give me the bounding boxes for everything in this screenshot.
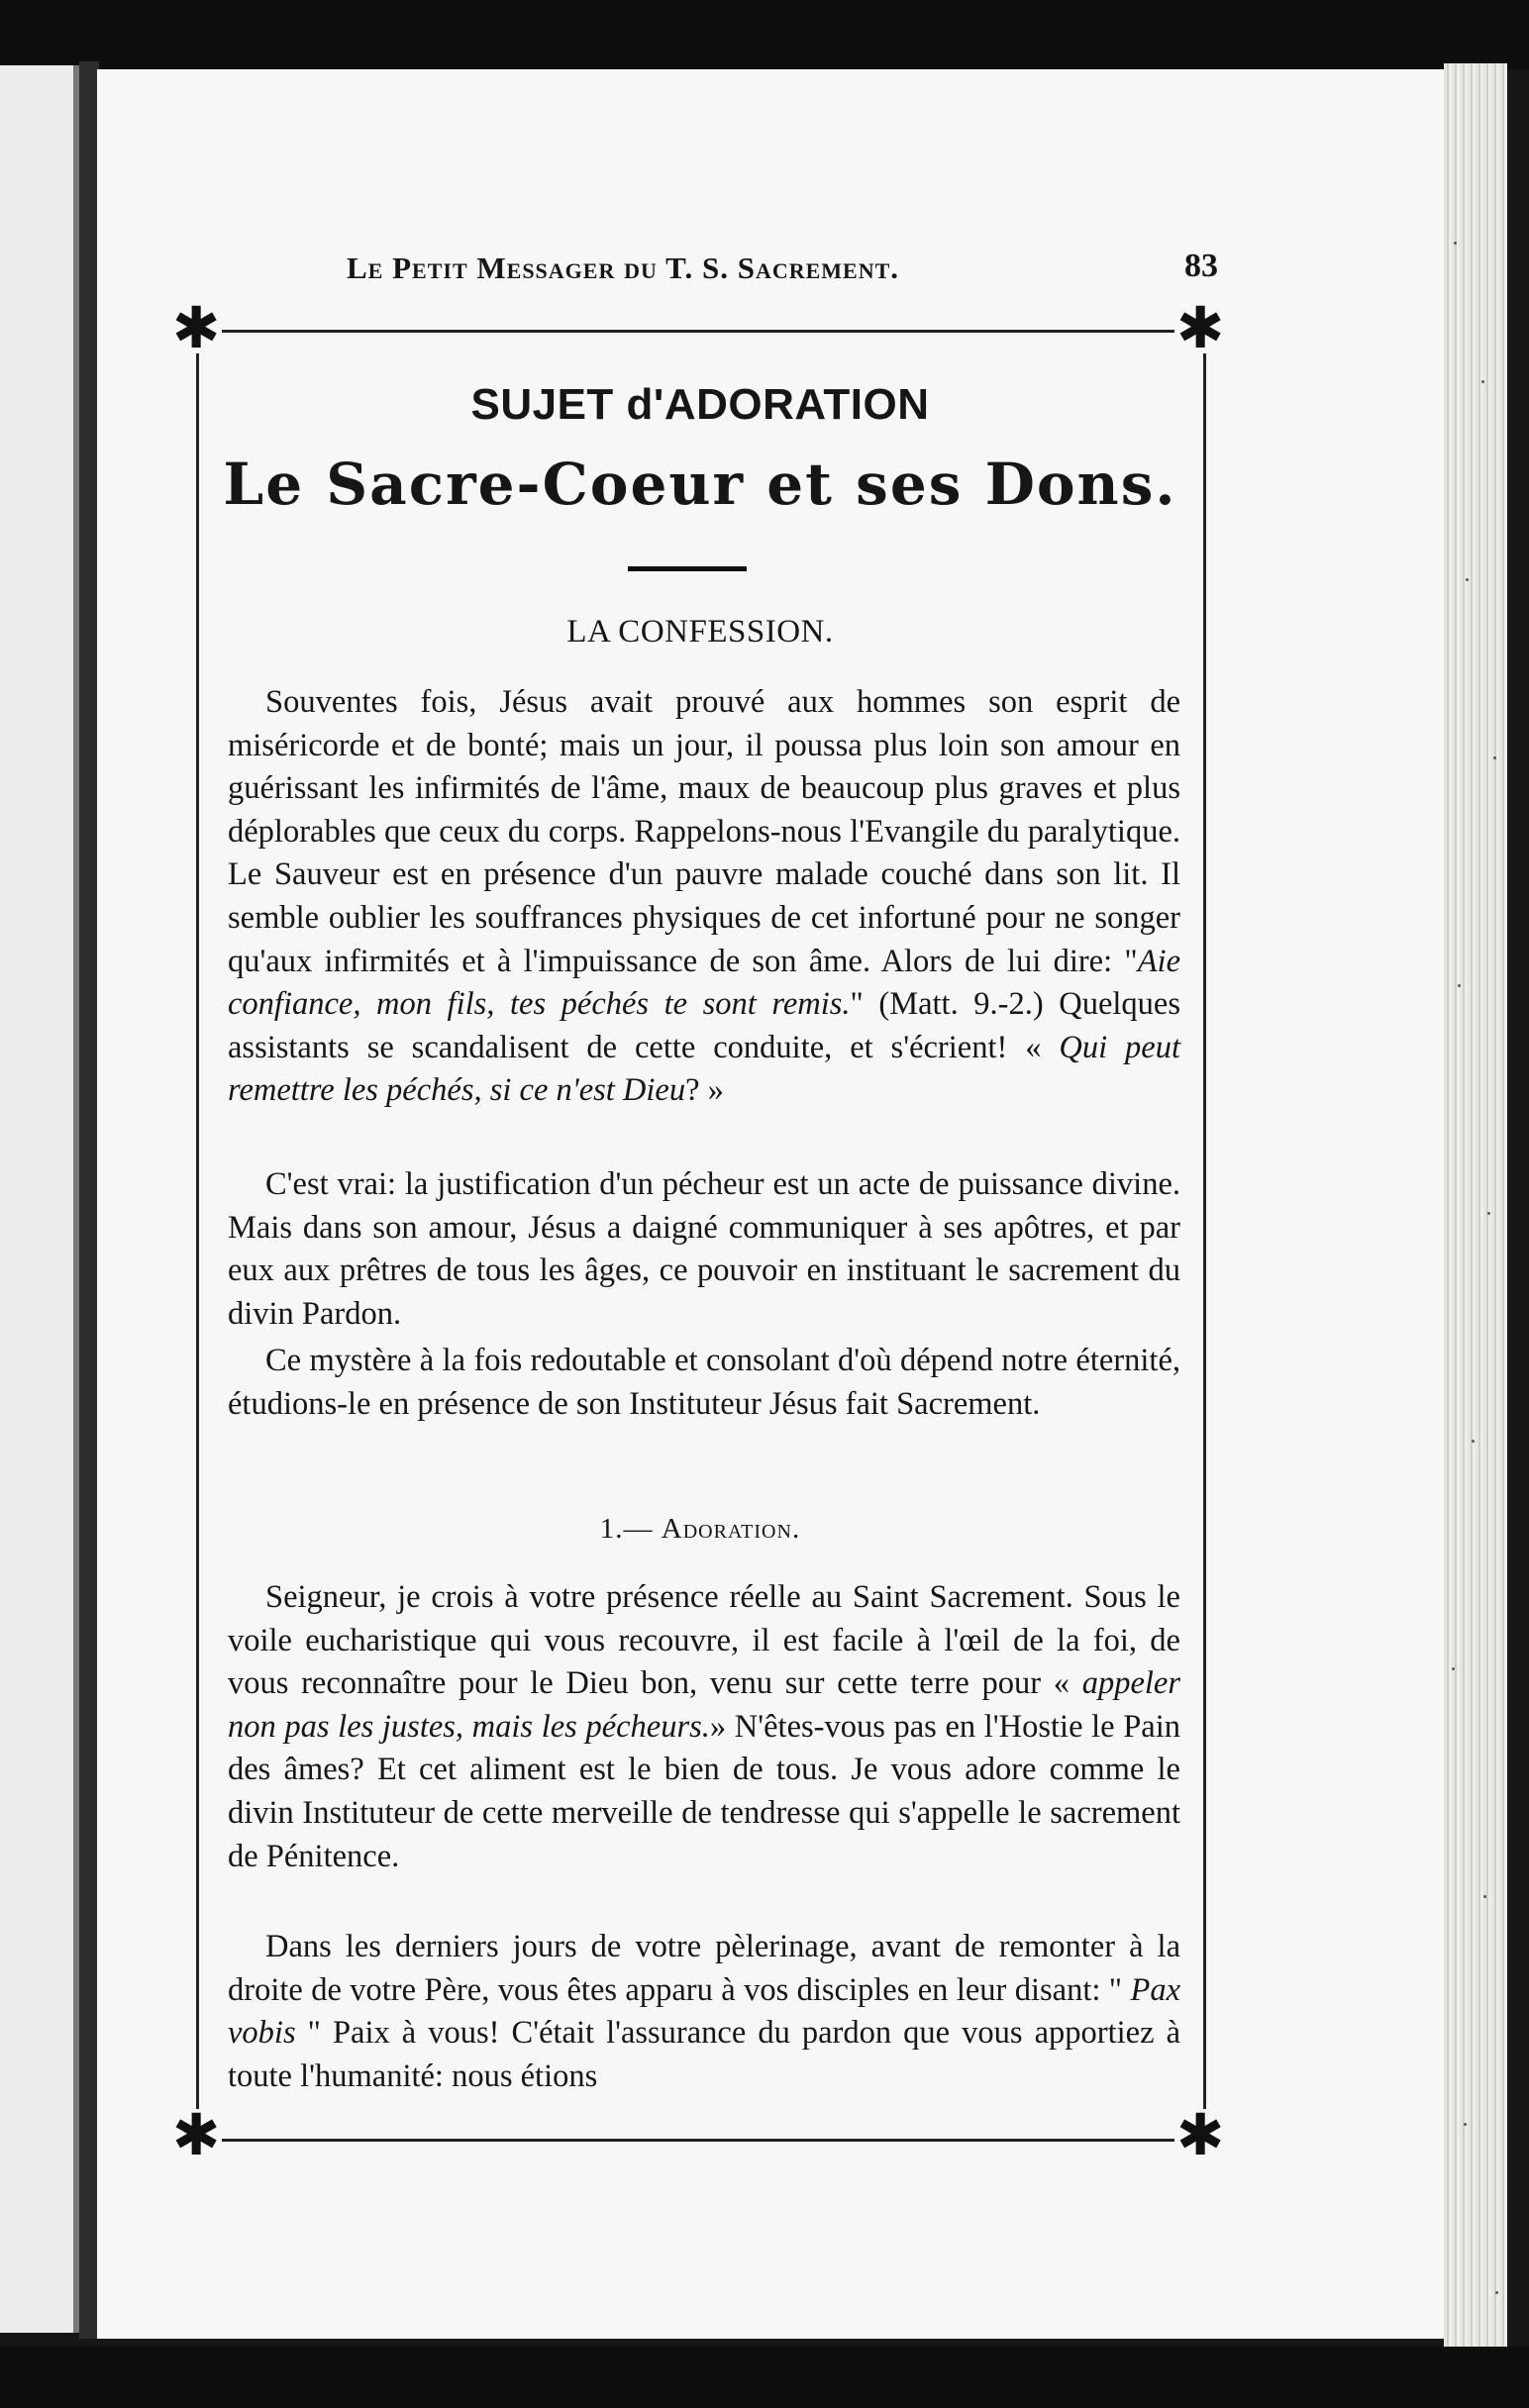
page-stack-edge — [1444, 63, 1507, 2353]
scan-top-border — [0, 0, 1529, 69]
asterisk-ornament-icon: ✱ — [1175, 2101, 1225, 2168]
scripture-quote: appeler non pas les justes, mais les pécheurs. — [228, 1665, 1180, 1745]
paragraph: Souventes fois, Jésus avait prouvé aux hommes son esprit de miséricorde et de bonté; mais un jour, il poussa plus loin son amour en guérissant les infirmités de l'âme, maux de beaucoup plus graves et plus déplorables que ceux du corps. Rappelons-nous l'Evangile du paralytique. Le Sauveur est en présence d'un pauvre malade couché dans son lit. Il semble oublier les souffrances physiques de cet infortuné pour ne songer qu'aux infirmités et à l'impuissance de son âme. Alors de lui dire: "Aie confiance, mon fils, tes péchés te sont remis." (Matt. 9.-2.) Quelques assistants se scandalisent de cette conduite, et s'écrient! « Qui peut remettre les péchés, si ce n'est Dieu? » — [228, 684, 1180, 1109]
header-word: T. S. — [665, 251, 729, 285]
asterisk-ornament-icon: ✱ — [1175, 294, 1225, 361]
scripture-quote: Aie confiance, mon fils, tes péchés te sont remis. — [228, 943, 1180, 1023]
scripture-quote: Pax vobis — [228, 1971, 1180, 2052]
header-word: Le — [347, 251, 384, 285]
scan-bottom-border — [0, 2347, 1529, 2408]
running-header — [347, 251, 1238, 290]
title-divider — [628, 566, 747, 571]
asterisk-ornament-icon: ✱ — [171, 294, 221, 361]
header-word: Messager — [476, 251, 616, 285]
scripture-quote: Qui peut remettre les péchés, si ce n'est Dieu — [228, 1029, 1180, 1109]
paragraph: Dans les derniers jours de votre pèlerinage, avant de remonter à la droite de votre Père, vous êtes apparu à vos disciples en leur disant: " Pax vobis " Paix à vous! C'était l'assurance du pardon que vous apportiez à toute l'humanité: nous étions — [228, 1929, 1180, 2094]
header-word: Petit — [392, 251, 468, 285]
header-word: du — [624, 251, 658, 285]
book-gutter — [79, 61, 99, 2339]
paragraph: C'est vrai: la justification d'un pécheur est un acte de puissance divine. Mais dans son amour, Jésus a daigné communiquer à ses apôtres, et par eux aux prêtres de tous les âges, ce pouvoir en instituant le sacrement du divin Pardon. — [228, 1166, 1180, 1332]
article-kicker: SUJET d'ADORATION — [470, 380, 930, 429]
header-word: Sacrement. — [737, 251, 900, 285]
article-title: Le Sacre-Coeur et ses Dons. — [223, 451, 1177, 518]
asterisk-ornament-icon: ✱ — [171, 2101, 221, 2168]
paragraph: Seigneur, je crois à votre présence réelle au Saint Sacrement. Sous le voile eucharistique qui vous recouvre, il est facile à l'œil de la foi, de vous reconnaître pour le Dieu bon, venu sur cette terre pour « appeler non pas les justes, mais les pécheurs.» N'êtes-vous pas en l'Hostie le Pain des âmes? Et cet aliment est le bien de tous. Je vous adore comme le divin Instituteur de cette merveille de tendresse qui s'appelle le sacrement de Pénitence. — [228, 1579, 1180, 1874]
sub-heading: 1.— Adoration. — [599, 1513, 801, 1545]
section-title: LA CONFESSION. — [566, 614, 834, 650]
paragraph: Ce mystère à la fois redoutable et consolant d'où dépend notre éternité, étudions-le en présence de son Instituteur Jésus fait Sacrement. — [228, 1343, 1180, 1422]
facing-page-edge — [0, 65, 79, 2333]
page-number: 83 — [1184, 248, 1218, 284]
